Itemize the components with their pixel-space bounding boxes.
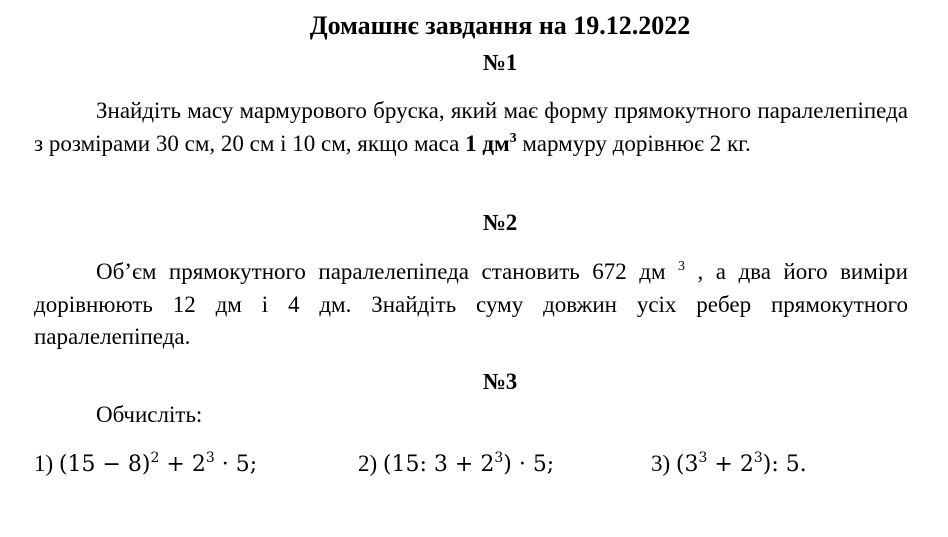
task-1-text-end: мармуру дорівнює 2 кг. [516, 130, 751, 156]
task-2-exponent: 3 [678, 259, 686, 274]
task-2-text-end: , а два його виміри дорівнюють 12 дм і 4 дм. Знайдіть суму довжин усіх ребер прямокутного паралелепіпеда. [34, 259, 908, 349]
task-1-text [34, 95, 908, 160]
task-3-number: №3 [482, 369, 518, 394]
exercise-2: 2) (15: $3 + 2^3) \cdot 5$; [358, 450, 555, 477]
task-2-text [34, 256, 908, 354]
task-1-text-start: Знайдіть масу мармурового бруска, який має форму прямокутного паралелепіпеда з розмірами 30 см, 20 см і 10 см, якщо маса [34, 98, 908, 156]
task-1-number: №1 [482, 50, 518, 75]
exercise-3: 3) $(3^3 + 2^3)$: 5. [651, 450, 807, 477]
exercise-1: 1) $(15 - 8)^2 + 2^3 \cdot 5$; [34, 450, 258, 477]
task-2-text-start: Об’єм прямокутного паралелепіпеда становить 672 дм [96, 259, 679, 284]
task-2-number: №2 [482, 210, 518, 235]
task-3-exercises [34, 446, 908, 482]
page-title: Домашнє завдання на 19.12.2022 [309, 11, 691, 40]
task-3-prompt: Обчисліть: [96, 402, 203, 427]
task-1-volume-unit: 1 $дм^3$ [465, 130, 517, 156]
